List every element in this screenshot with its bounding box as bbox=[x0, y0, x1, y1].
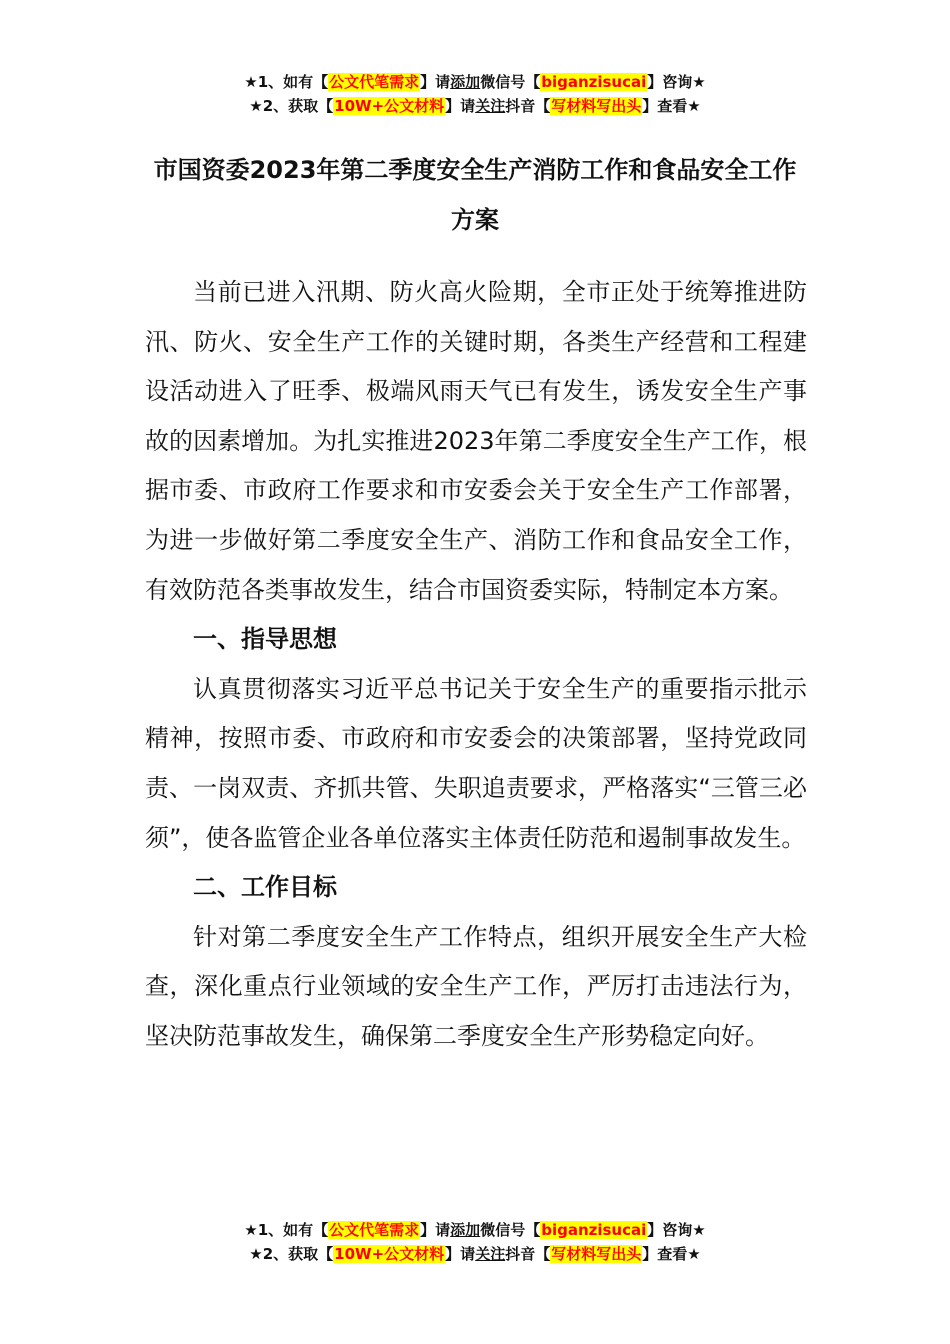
section-heading-work-goals: 二、工作目标 bbox=[193, 873, 337, 902]
star-icon: ★ bbox=[692, 1221, 706, 1239]
star-icon: ★ bbox=[249, 1245, 263, 1263]
highlight-writing-service: 公文代笔需求 bbox=[329, 73, 420, 91]
highlight-douyin-account: 写材料写出头 bbox=[551, 97, 642, 115]
star-icon: ★ bbox=[244, 73, 258, 91]
top-banner bbox=[0, 70, 950, 118]
document-body bbox=[145, 268, 807, 1062]
section-heading-guiding-ideology: 一、指导思想 bbox=[193, 625, 337, 654]
banner-line-2: ★2、获取【10W+公文材料】请关注抖音【写材料写出头】查看★ bbox=[249, 1245, 701, 1263]
intro-paragraph: 当前已进入汛期、防火高火险期，全市正处于统筹推进防汛、防火、安全生产工作的关键时期，各类生产经营和工程建设活动进入了旺季、极端风雨天气已有发生，诱发安全生产事故的因素增加。为扎实推进2023年第二季度安全生产工作，根据市委、市政府工作要求和市安委会关于安全生产工作部署，为进一步做好第二季度安全生产、消防工作和食品安全工作，有效防范各类事故发生，结合市国资委实际，特制定本方案。 bbox=[145, 278, 807, 604]
highlight-materials: 10W+公文材料 bbox=[334, 97, 445, 115]
highlight-wechat-id: biganzisucai bbox=[541, 1221, 647, 1239]
star-icon: ★ bbox=[692, 73, 706, 91]
star-icon: ★ bbox=[687, 97, 701, 115]
highlight-douyin-account: 写材料写出头 bbox=[551, 1245, 642, 1263]
highlight-writing-service: 公文代笔需求 bbox=[329, 1221, 420, 1239]
star-icon: ★ bbox=[249, 97, 263, 115]
banner-line-2: ★2、获取【10W+公文材料】请关注抖音【写材料写出头】查看★ bbox=[249, 97, 701, 115]
bottom-banner bbox=[0, 1218, 950, 1266]
work-goals-paragraph: 针对第二季度安全生产工作特点，组织开展安全生产大检查，深化重点行业领域的安全生产工作，严厉打击违法行为，坚决防范事故发生，确保第二季度安全生产形势稳定向好。 bbox=[145, 922, 807, 1050]
star-icon: ★ bbox=[687, 1245, 701, 1263]
star-icon: ★ bbox=[244, 1221, 258, 1239]
highlight-wechat-id: biganzisucai bbox=[541, 73, 647, 91]
banner-line-1: ★1、如有【公文代笔需求】请添加微信号【biganzisucai】咨询★ bbox=[244, 73, 706, 91]
highlight-materials: 10W+公文材料 bbox=[334, 1245, 445, 1263]
guiding-ideology-paragraph: 认真贯彻落实习近平总书记关于安全生产的重要指示批示精神，按照市委、市政府和市安委会的决策部署，坚持党政同责、一岗双责、齐抓共管、失职追责要求，严格落实“三管三必须”，使各监管企业各单位落实主体责任防范和遏制事故发生。 bbox=[145, 674, 807, 852]
banner-line-1: ★1、如有【公文代笔需求】请添加微信号【biganzisucai】咨询★ bbox=[244, 1221, 706, 1239]
document-title: 市国资委2023年第二季度安全生产消防工作和食品安全工作方案 bbox=[153, 156, 797, 234]
